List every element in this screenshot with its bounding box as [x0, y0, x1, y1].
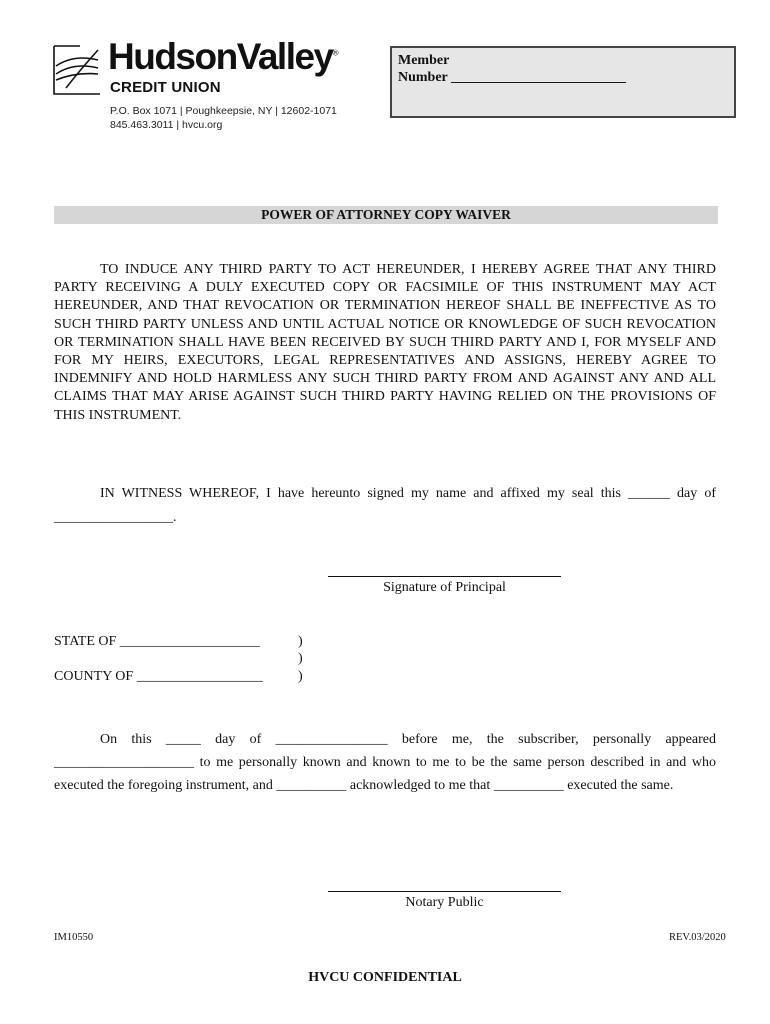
document-title: POWER OF ATTORNEY COPY WAIVER [54, 206, 718, 224]
principal-signature-line[interactable] [328, 576, 561, 577]
waiver-paragraph: TO INDUCE ANY THIRD PARTY TO ACT HEREUNDER, I HEREBY AGREE THAT ANY THIRD PARTY RECEIVING A DULY EXECUTED COPY OR FACSIMILE OF THIS INSTRUMENT MAY ACT HEREUNDER, AND THAT REVOCATION OR TERMINATION HEREOF SHALL BE INEFFECTIVE AS TO SUCH THIRD PARTY UNLESS AND UNTIL ACTUAL NOTICE OR KNOWLEDGE OF SUCH REVOCATION OR TERMINATION SHALL HAVE BEEN RECEIVED BY SUCH THIRD PARTY AND I, FOR MYSELF AND FOR MY HEIRS, EXECUTORS, LEGAL REPRESENTATIVES AND ASSIGNS, HEREBY AGREE TO INDEMNIFY AND HOLD HARMLESS ANY SUCH THIRD PARTY FROM AND AGAINST ANY AND ALL CLAIMS THAT MAY ARISE AGAINST SUCH THIRD PARTY HAVING RELIED ON THE PROVISIONS OF THIS INSTRUMENT. [54, 262, 716, 423]
venue-bracket: ) [298, 669, 303, 684]
form-id: IM10550 [54, 932, 94, 943]
member-number-field[interactable]: Number _________________________ [398, 70, 627, 85]
principal-signature-label: Signature of Principal [383, 580, 506, 595]
member-number-box[interactable] [390, 46, 736, 118]
brand-name: HudsonValley® [108, 36, 339, 77]
contact-line: 845.463.3011 | hvcu.org [110, 119, 223, 131]
address-line: P.O. Box 1071 | Poughkeepsie, NY | 12602-1071 [110, 105, 337, 117]
notary-paragraph: On this _____ day of ________________ before me, the subscriber, personally appeared ____________________ to me personally known and known to me to be the same person described in and who executed the foregoing instrument, and __________ acknowledged to me that __________ executed the same. [54, 732, 716, 793]
notary-signature-line[interactable] [328, 891, 561, 892]
brand-subtitle: CREDIT UNION [110, 79, 221, 96]
state-field[interactable]: STATE OF ____________________ [54, 634, 260, 649]
venue-bracket: ) [298, 634, 303, 649]
hudson-valley-logo-mark-icon [52, 44, 102, 96]
county-field[interactable]: COUNTY OF __________________ [54, 669, 263, 684]
revision-date: REV.03/2020 [669, 932, 726, 943]
witness-paragraph: IN WITNESS WHEREOF, I have hereunto signed my name and affixed my seal this ______ day of _________________. [54, 486, 716, 525]
confidential-footer: HVCU CONFIDENTIAL [308, 970, 462, 985]
member-label: Member [398, 53, 450, 68]
notary-signature-label: Notary Public [405, 895, 484, 910]
venue-bracket: ) [298, 651, 303, 666]
